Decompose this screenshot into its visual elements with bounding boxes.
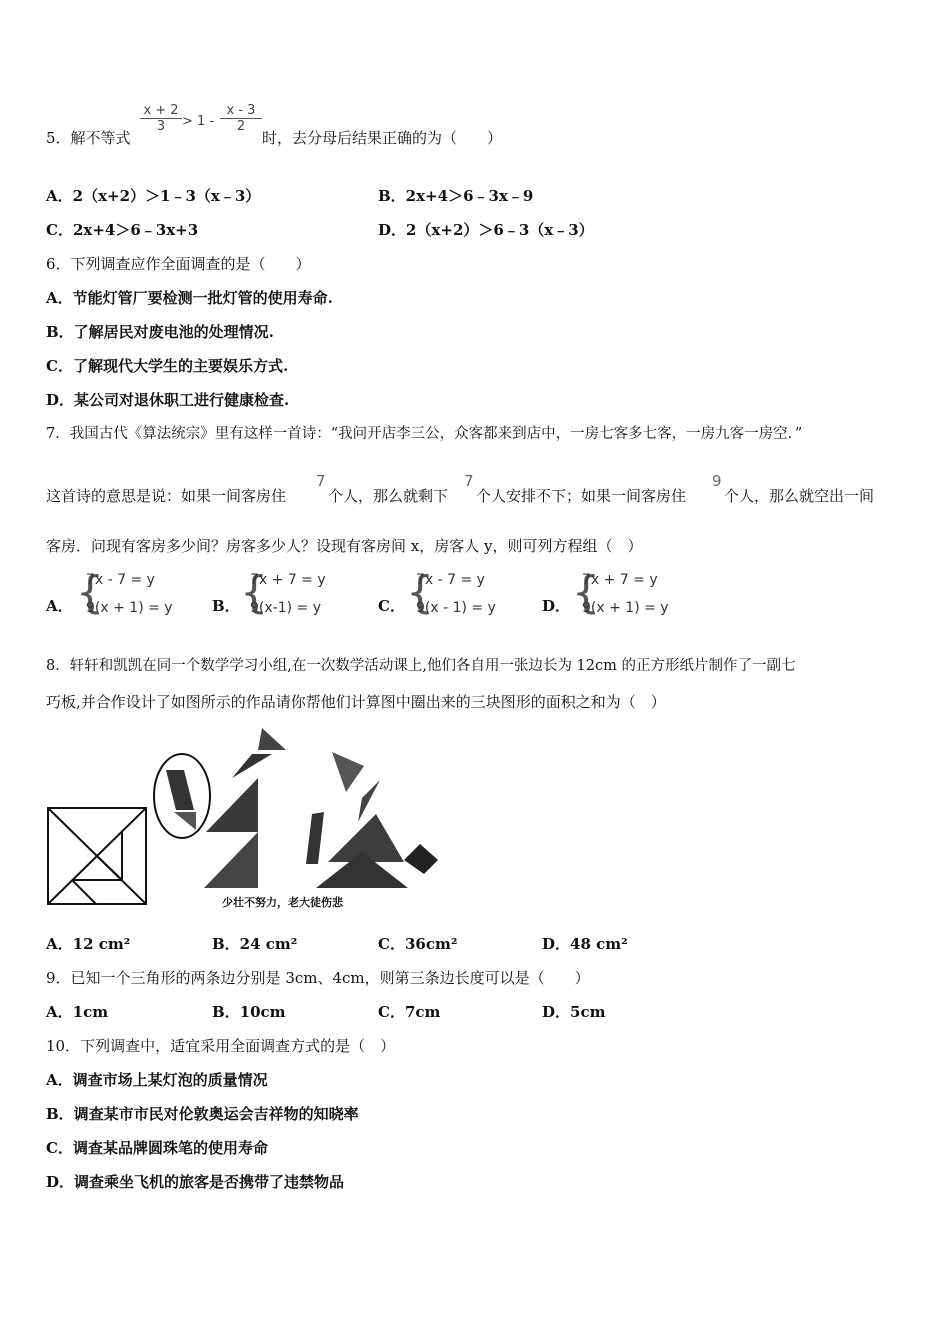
- q8-option-d: D．48 cm²: [542, 935, 628, 953]
- q5-option-c: C．2x+4＞6﹣3x+3: [46, 221, 199, 239]
- figure1-head: [258, 728, 286, 750]
- q5-frac2-num: x - 3: [220, 103, 262, 119]
- q10-option-c: C．调查某品牌圆珠笔的使用寿命: [46, 1139, 268, 1157]
- q9-option-b: B．10cm: [212, 1003, 286, 1021]
- q7-line2a: 这首诗的意思是说：如果一间客房住: [46, 487, 287, 505]
- q5-mid: > 1 -: [182, 114, 215, 129]
- q9-option-c: C．7cm: [378, 1003, 441, 1021]
- q7-label-a: A．: [46, 597, 73, 615]
- q7-line3: 客房．问现有客房多少间？房客多少人？设现有客房间 x，房客人 y，则可列方程组（ ）: [46, 537, 643, 555]
- q7-system-d-eq1: 7x + 7 = y: [582, 572, 658, 588]
- q5-option-b: B．2x+4＞6﹣3x﹣9: [378, 187, 534, 205]
- q7-system-c: [406, 567, 526, 626]
- q7-line2c: 个人安排不下；如果一间客房住: [476, 487, 687, 505]
- q9-stem: 9．已知一个三角形的两条边分别是 3cm、4cm，则第三条边长度可以是（ ）: [46, 969, 590, 987]
- small-triangle-piece: [174, 812, 196, 830]
- q7-system-b-eq2: 9(x-1) = y: [250, 600, 321, 616]
- q5-fraction-2: [220, 103, 262, 134]
- q7-brace-b: {: [240, 567, 268, 618]
- q7-label-c: C．: [378, 597, 405, 615]
- q7-line2b: 个人，那么就剩下: [328, 487, 449, 505]
- q10-option-a: A．调查市场上某灯泡的质量情况: [46, 1071, 268, 1089]
- q5-fraction-1: [140, 103, 182, 134]
- q7-system-c-eq2: 9(x - 1) = y: [416, 600, 496, 616]
- q7-brace-c: {: [406, 567, 434, 618]
- q8-option-b: B．24 cm²: [212, 935, 298, 953]
- q8-line2: 巧板,并合作设计了如图所示的作品请你帮他们计算图中圈出来的三块图形的面积之和为（ ）: [46, 693, 666, 711]
- q8-option-c: C．36cm²: [378, 935, 458, 953]
- q7-number-2: 7: [464, 472, 474, 490]
- q7-system-a-eq1: 7x - 7 = y: [86, 572, 155, 588]
- q7-system-a-eq2: 9(x + 1) = y: [86, 600, 173, 616]
- q5-option-a: A．2（x+2）＞1﹣3（x﹣3）: [46, 187, 261, 205]
- q6-option-c: C．了解现代大学生的主要娱乐方式.: [46, 357, 289, 375]
- q6-stem: 6．下列调查应作全面调查的是（ ）: [46, 255, 311, 273]
- q5-frac2-den: 2: [236, 119, 246, 134]
- q7-system-c-eq1: 7x - 7 = y: [416, 572, 485, 588]
- q5-frac1-den: 3: [156, 119, 166, 134]
- q7-system-d: [572, 567, 692, 626]
- q8-line1: 8．轩轩和凯凯在同一个数学学习小组,在一次数学活动课上,他们各自用一张边长为 12cm 的正方形纸片制作了一副七: [46, 658, 796, 674]
- q7-system-d-eq2: 9(x + 1) = y: [582, 600, 669, 616]
- q8-option-a: A．12 cm²: [46, 935, 131, 953]
- figure1-body-bottom: [204, 832, 258, 888]
- q5-suffix: 时，去分母后结果正确的为（ ）: [262, 129, 503, 147]
- figure2-head: [332, 752, 364, 792]
- tangram-figure: [44, 722, 448, 914]
- q6-option-a: A．节能灯管厂要检测一批灯管的使用寿命.: [46, 289, 333, 307]
- q9-option-a: A．1cm: [46, 1003, 109, 1021]
- q7-brace-a: {: [76, 567, 104, 618]
- q5-frac1-num: x + 2: [140, 103, 182, 119]
- q9-option-d: D．5cm: [542, 1003, 606, 1021]
- q6-option-b: B．了解居民对废电池的处理情况.: [46, 323, 274, 341]
- q7-system-b: [240, 567, 360, 626]
- tangram-square: [48, 808, 146, 904]
- q7-brace-d: {: [572, 567, 600, 618]
- q7-system-b-eq1: 7x + 7 = y: [250, 572, 326, 588]
- q10-stem: 10．下列调查中，适宜采用全面调查方式的是（ ）: [46, 1037, 396, 1055]
- q5-option-d: D．2（x+2）＞6﹣3（x﹣3）: [378, 221, 594, 239]
- figure2-parallelogram: [306, 812, 324, 864]
- figure2-square: [404, 844, 438, 874]
- q7-line2d: 个人，那么就空出一间: [724, 487, 875, 505]
- q7-label-d: D．: [542, 597, 571, 615]
- q7-number-3: 9: [712, 472, 722, 490]
- parallelogram-piece: [166, 770, 194, 810]
- q10-option-b: B．调查某市市民对伦敦奥运会吉祥物的知晓率: [46, 1105, 359, 1123]
- figure1-arm: [232, 754, 272, 778]
- figure1-body-top: [206, 778, 258, 832]
- q7-line1: 7．我国古代《算法统宗》里有这样一首诗：“我问开店李三公，众客都来到店中，一房七客多七客，一房九客一房空．”: [46, 426, 803, 442]
- q7-system-a: [76, 567, 196, 626]
- q5-prefix: 5．解不等式: [46, 129, 131, 147]
- q7-number-1: 7: [316, 472, 326, 490]
- q6-option-d: D．某公司对退休职工进行健康检查.: [46, 391, 290, 409]
- q7-label-b: B．: [212, 597, 240, 615]
- figure2-body: [328, 814, 404, 862]
- figure-caption: 少壮不努力，老大徒伤悲: [222, 896, 343, 909]
- q10-option-d: D．调查乘坐飞机的旅客是否携带了违禁物品: [46, 1173, 345, 1191]
